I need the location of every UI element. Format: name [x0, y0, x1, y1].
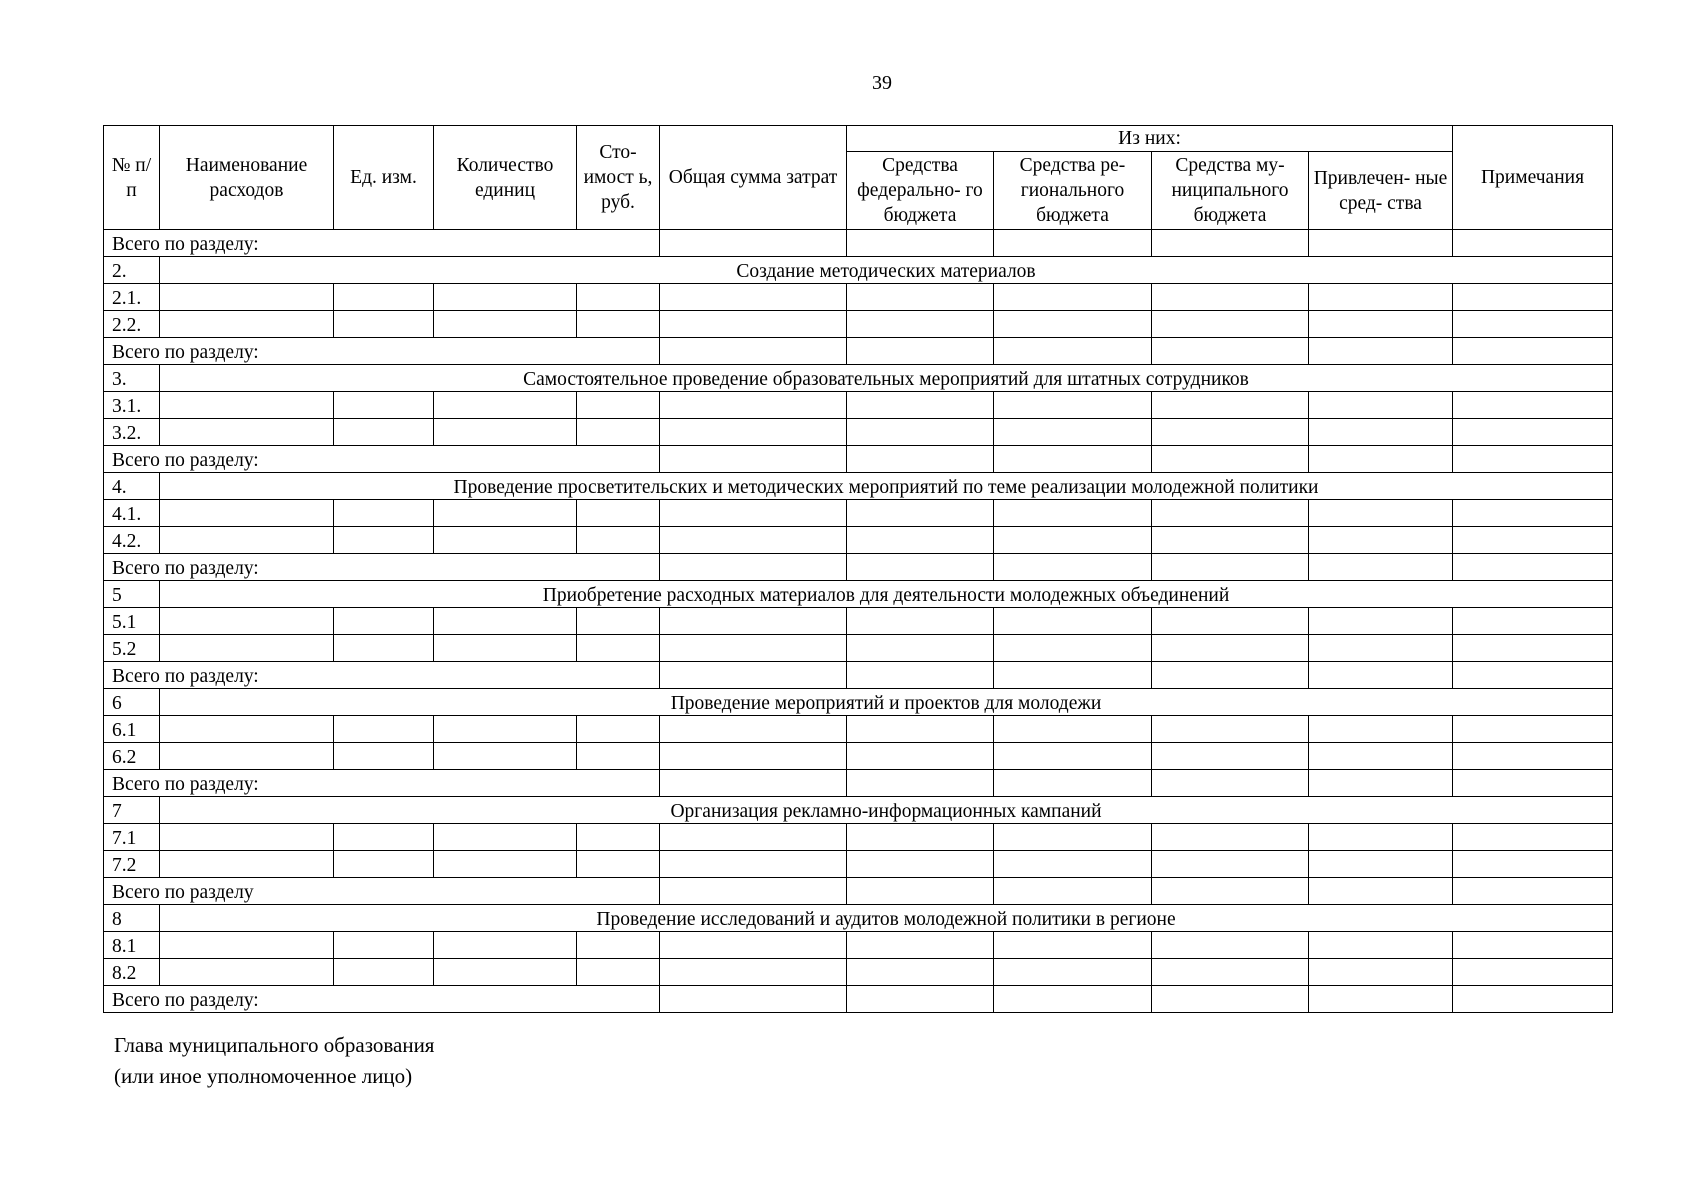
signature-block	[114, 1030, 434, 1092]
cell	[994, 824, 1152, 851]
cell	[334, 500, 434, 527]
cell	[334, 635, 434, 662]
cell	[160, 608, 334, 635]
cell	[1453, 662, 1613, 689]
cell	[160, 743, 334, 770]
cell	[847, 635, 994, 662]
cell	[1309, 446, 1453, 473]
cell	[334, 743, 434, 770]
section-heading-row	[104, 905, 1613, 932]
cell	[160, 635, 334, 662]
cell	[994, 500, 1152, 527]
table-row	[104, 824, 1613, 851]
page-number: 39	[872, 72, 892, 94]
cell	[1453, 554, 1613, 581]
cell	[1152, 770, 1309, 797]
budget-table	[103, 125, 1613, 1013]
cell	[1152, 338, 1309, 365]
cell	[847, 230, 994, 257]
section-number: 5	[104, 581, 160, 608]
header-name: Наименование расходов	[160, 126, 334, 230]
cell	[334, 851, 434, 878]
table-row	[104, 500, 1613, 527]
header-total: Общая сумма затрат	[660, 126, 847, 230]
cell	[434, 311, 577, 338]
cell	[1453, 959, 1613, 986]
cell	[160, 311, 334, 338]
cell	[847, 716, 994, 743]
cell	[1309, 311, 1453, 338]
section-total-row	[104, 554, 1613, 581]
header-unit: Ед. изм.	[334, 126, 434, 230]
section-number: 3.	[104, 365, 160, 392]
cell	[660, 284, 847, 311]
cell	[847, 392, 994, 419]
cell	[994, 230, 1152, 257]
table-row	[104, 635, 1613, 662]
cell	[334, 284, 434, 311]
cell	[1309, 419, 1453, 446]
cell	[577, 743, 660, 770]
table-row	[104, 959, 1613, 986]
cell	[660, 446, 847, 473]
section-title: Проведение просветительских и методических мероприятий по теме реализации молодежной политики	[160, 473, 1613, 500]
cell	[434, 527, 577, 554]
section-number: 7	[104, 797, 160, 824]
cell	[1453, 770, 1613, 797]
table-row	[104, 392, 1613, 419]
table-row	[104, 608, 1613, 635]
cell	[1152, 662, 1309, 689]
cell	[847, 500, 994, 527]
cell	[1152, 446, 1309, 473]
cell	[160, 716, 334, 743]
cell	[994, 446, 1152, 473]
row-number: 5.2	[104, 635, 160, 662]
cell	[1152, 311, 1309, 338]
cell	[660, 986, 847, 1013]
cell	[434, 716, 577, 743]
section-total-row	[104, 986, 1613, 1013]
table-row	[104, 851, 1613, 878]
cell	[1453, 824, 1613, 851]
section-total-label: Всего по разделу:	[104, 338, 660, 365]
section-title: Проведение исследований и аудитов молодежной политики в регионе	[160, 905, 1613, 932]
cell	[1453, 419, 1613, 446]
section-number: 2.	[104, 257, 160, 284]
cell	[577, 932, 660, 959]
cell	[577, 500, 660, 527]
table-header	[104, 126, 1613, 230]
cell	[160, 419, 334, 446]
cell	[660, 230, 847, 257]
section-total-label: Всего по разделу:	[104, 446, 660, 473]
row-number: 4.2.	[104, 527, 160, 554]
cell	[1453, 338, 1613, 365]
row-number: 7.1	[104, 824, 160, 851]
cell	[1453, 392, 1613, 419]
cell	[434, 392, 577, 419]
cell	[994, 851, 1152, 878]
cell	[434, 608, 577, 635]
row-number: 7.2	[104, 851, 160, 878]
cell	[1453, 986, 1613, 1013]
cell	[994, 284, 1152, 311]
cell	[1152, 635, 1309, 662]
cell	[1309, 959, 1453, 986]
cell	[994, 527, 1152, 554]
cell	[994, 608, 1152, 635]
cell	[994, 554, 1152, 581]
cell	[334, 932, 434, 959]
section-total-row	[104, 878, 1613, 905]
row-number: 8.1	[104, 932, 160, 959]
cell	[577, 527, 660, 554]
cell	[1309, 392, 1453, 419]
cell	[847, 770, 994, 797]
header-municipal: Средства му- ниципального бюджета	[1152, 152, 1309, 230]
cell	[160, 500, 334, 527]
section-total-row	[104, 662, 1613, 689]
cell	[660, 662, 847, 689]
cell	[577, 284, 660, 311]
cell	[334, 392, 434, 419]
cell	[1152, 986, 1309, 1013]
cell	[994, 338, 1152, 365]
cell	[847, 662, 994, 689]
cell	[847, 986, 994, 1013]
cell	[160, 824, 334, 851]
cell	[660, 554, 847, 581]
cell	[434, 284, 577, 311]
cell	[660, 878, 847, 905]
cell	[434, 824, 577, 851]
cell	[1152, 716, 1309, 743]
section-number: 6	[104, 689, 160, 716]
cell	[434, 635, 577, 662]
table-row	[104, 716, 1613, 743]
header-regional: Средства ре- гионального бюджета	[994, 152, 1152, 230]
row-number: 3.2.	[104, 419, 160, 446]
row-number: 2.2.	[104, 311, 160, 338]
section-title: Проведение мероприятий и проектов для молодежи	[160, 689, 1613, 716]
cell	[994, 392, 1152, 419]
signature-title: Глава муниципального образования	[114, 1033, 435, 1057]
header-qty: Количество единиц	[434, 126, 577, 230]
cell	[1309, 527, 1453, 554]
cell	[1309, 230, 1453, 257]
cell	[577, 311, 660, 338]
cell	[660, 527, 847, 554]
cell	[577, 959, 660, 986]
cell	[660, 419, 847, 446]
cell	[1309, 932, 1453, 959]
cell	[1453, 878, 1613, 905]
cell	[577, 419, 660, 446]
cell	[847, 446, 994, 473]
cell	[160, 392, 334, 419]
cell	[577, 608, 660, 635]
cell	[1152, 878, 1309, 905]
cell	[1152, 419, 1309, 446]
table-body	[104, 230, 1613, 1013]
cell	[1152, 743, 1309, 770]
cell	[1453, 311, 1613, 338]
cell	[660, 635, 847, 662]
cell	[1152, 608, 1309, 635]
cell	[1453, 932, 1613, 959]
cell	[660, 932, 847, 959]
cell	[1453, 716, 1613, 743]
cell	[660, 500, 847, 527]
cell	[577, 635, 660, 662]
table-row	[104, 311, 1613, 338]
cell	[1309, 743, 1453, 770]
row-number: 4.1.	[104, 500, 160, 527]
cell	[1453, 446, 1613, 473]
cell	[1152, 527, 1309, 554]
cell	[994, 716, 1152, 743]
cell	[847, 959, 994, 986]
cell	[1309, 662, 1453, 689]
cell	[577, 851, 660, 878]
cell	[1309, 851, 1453, 878]
cell	[994, 662, 1152, 689]
cell	[1309, 824, 1453, 851]
signature-subtitle: (или иное уполномоченное лицо)	[114, 1064, 413, 1088]
cell	[847, 311, 994, 338]
section-total-label: Всего по разделу:	[104, 770, 660, 797]
cell	[847, 338, 994, 365]
cell	[847, 824, 994, 851]
cell	[1309, 770, 1453, 797]
cell	[660, 851, 847, 878]
cell	[1453, 743, 1613, 770]
cell	[334, 608, 434, 635]
cell	[334, 959, 434, 986]
cell	[1453, 851, 1613, 878]
cell	[434, 851, 577, 878]
section-total-label: Всего по разделу:	[104, 230, 660, 257]
cell	[1152, 230, 1309, 257]
cell	[847, 743, 994, 770]
row-number: 6.2	[104, 743, 160, 770]
cell	[334, 311, 434, 338]
section-total-row	[104, 770, 1613, 797]
cell	[1453, 284, 1613, 311]
section-title: Организация рекламно-информационных кампаний	[160, 797, 1613, 824]
cell	[1309, 338, 1453, 365]
cell	[434, 500, 577, 527]
cell	[1309, 500, 1453, 527]
row-number: 3.1.	[104, 392, 160, 419]
table-row	[104, 419, 1613, 446]
cell	[660, 608, 847, 635]
cell	[994, 770, 1152, 797]
cell	[1309, 878, 1453, 905]
section-title: Приобретение расходных материалов для деятельности молодежных объединений	[160, 581, 1613, 608]
cell	[1152, 824, 1309, 851]
header-federal: Средства федерально- го бюджета	[847, 152, 994, 230]
cell	[994, 932, 1152, 959]
cell	[334, 824, 434, 851]
cell	[660, 716, 847, 743]
cell	[660, 392, 847, 419]
cell	[847, 419, 994, 446]
cell	[847, 851, 994, 878]
cell	[434, 419, 577, 446]
cell	[1152, 392, 1309, 419]
header-attracted: Привлечен- ные сред- ства	[1309, 152, 1453, 230]
cell	[434, 932, 577, 959]
table-row	[104, 284, 1613, 311]
cell	[660, 743, 847, 770]
table-row	[104, 743, 1613, 770]
cell	[1453, 635, 1613, 662]
cell	[1152, 932, 1309, 959]
cell	[847, 284, 994, 311]
cell	[160, 284, 334, 311]
cell	[994, 419, 1152, 446]
cell	[577, 716, 660, 743]
cell	[434, 959, 577, 986]
cell	[577, 824, 660, 851]
cell	[994, 743, 1152, 770]
cell	[994, 878, 1152, 905]
cell	[334, 419, 434, 446]
cell	[334, 716, 434, 743]
cell	[1152, 959, 1309, 986]
cell	[1152, 851, 1309, 878]
cell	[160, 851, 334, 878]
section-title: Создание методических материалов	[160, 257, 1613, 284]
section-number: 4.	[104, 473, 160, 500]
cell	[1309, 554, 1453, 581]
cell	[994, 959, 1152, 986]
cell	[1152, 284, 1309, 311]
section-heading-row	[104, 689, 1613, 716]
cell	[1309, 716, 1453, 743]
section-total-row	[104, 446, 1613, 473]
section-total-row	[104, 230, 1613, 257]
cell	[577, 392, 660, 419]
cell	[660, 311, 847, 338]
cell	[847, 527, 994, 554]
row-number: 8.2	[104, 959, 160, 986]
header-cost: Сто- имост ь, руб.	[577, 126, 660, 230]
table-row	[104, 932, 1613, 959]
table-row	[104, 527, 1613, 554]
cell	[160, 932, 334, 959]
cell	[660, 959, 847, 986]
header-notes: Примечания	[1453, 126, 1613, 230]
section-number: 8	[104, 905, 160, 932]
cell	[1309, 635, 1453, 662]
cell	[994, 986, 1152, 1013]
section-total-label: Всего по разделу:	[104, 986, 660, 1013]
cell	[847, 878, 994, 905]
cell	[1152, 554, 1309, 581]
cell	[847, 932, 994, 959]
cell	[1309, 986, 1453, 1013]
cell	[994, 311, 1152, 338]
cell	[1453, 500, 1613, 527]
cell	[660, 338, 847, 365]
cell	[1309, 284, 1453, 311]
cell	[660, 770, 847, 797]
cell	[1453, 230, 1613, 257]
cell	[847, 608, 994, 635]
section-heading-row	[104, 473, 1613, 500]
cell	[434, 743, 577, 770]
row-number: 2.1.	[104, 284, 160, 311]
section-heading-row	[104, 797, 1613, 824]
cell	[334, 527, 434, 554]
header-of-them: Из них:	[847, 126, 1453, 152]
cell	[1453, 527, 1613, 554]
cell	[160, 527, 334, 554]
section-title: Самостоятельное проведение образовательных мероприятий для штатных сотрудников	[160, 365, 1613, 392]
section-total-label: Всего по разделу:	[104, 554, 660, 581]
header-num: № п/п	[104, 126, 160, 230]
row-number: 5.1	[104, 608, 160, 635]
section-heading-row	[104, 257, 1613, 284]
section-heading-row	[104, 581, 1613, 608]
section-total-label: Всего по разделу	[104, 878, 660, 905]
row-number: 6.1	[104, 716, 160, 743]
cell	[994, 635, 1152, 662]
cell	[160, 959, 334, 986]
cell	[1453, 608, 1613, 635]
cell	[847, 554, 994, 581]
cell	[660, 824, 847, 851]
cell	[1309, 608, 1453, 635]
cell	[1152, 500, 1309, 527]
section-heading-row	[104, 365, 1613, 392]
section-total-row	[104, 338, 1613, 365]
section-total-label: Всего по разделу:	[104, 662, 660, 689]
